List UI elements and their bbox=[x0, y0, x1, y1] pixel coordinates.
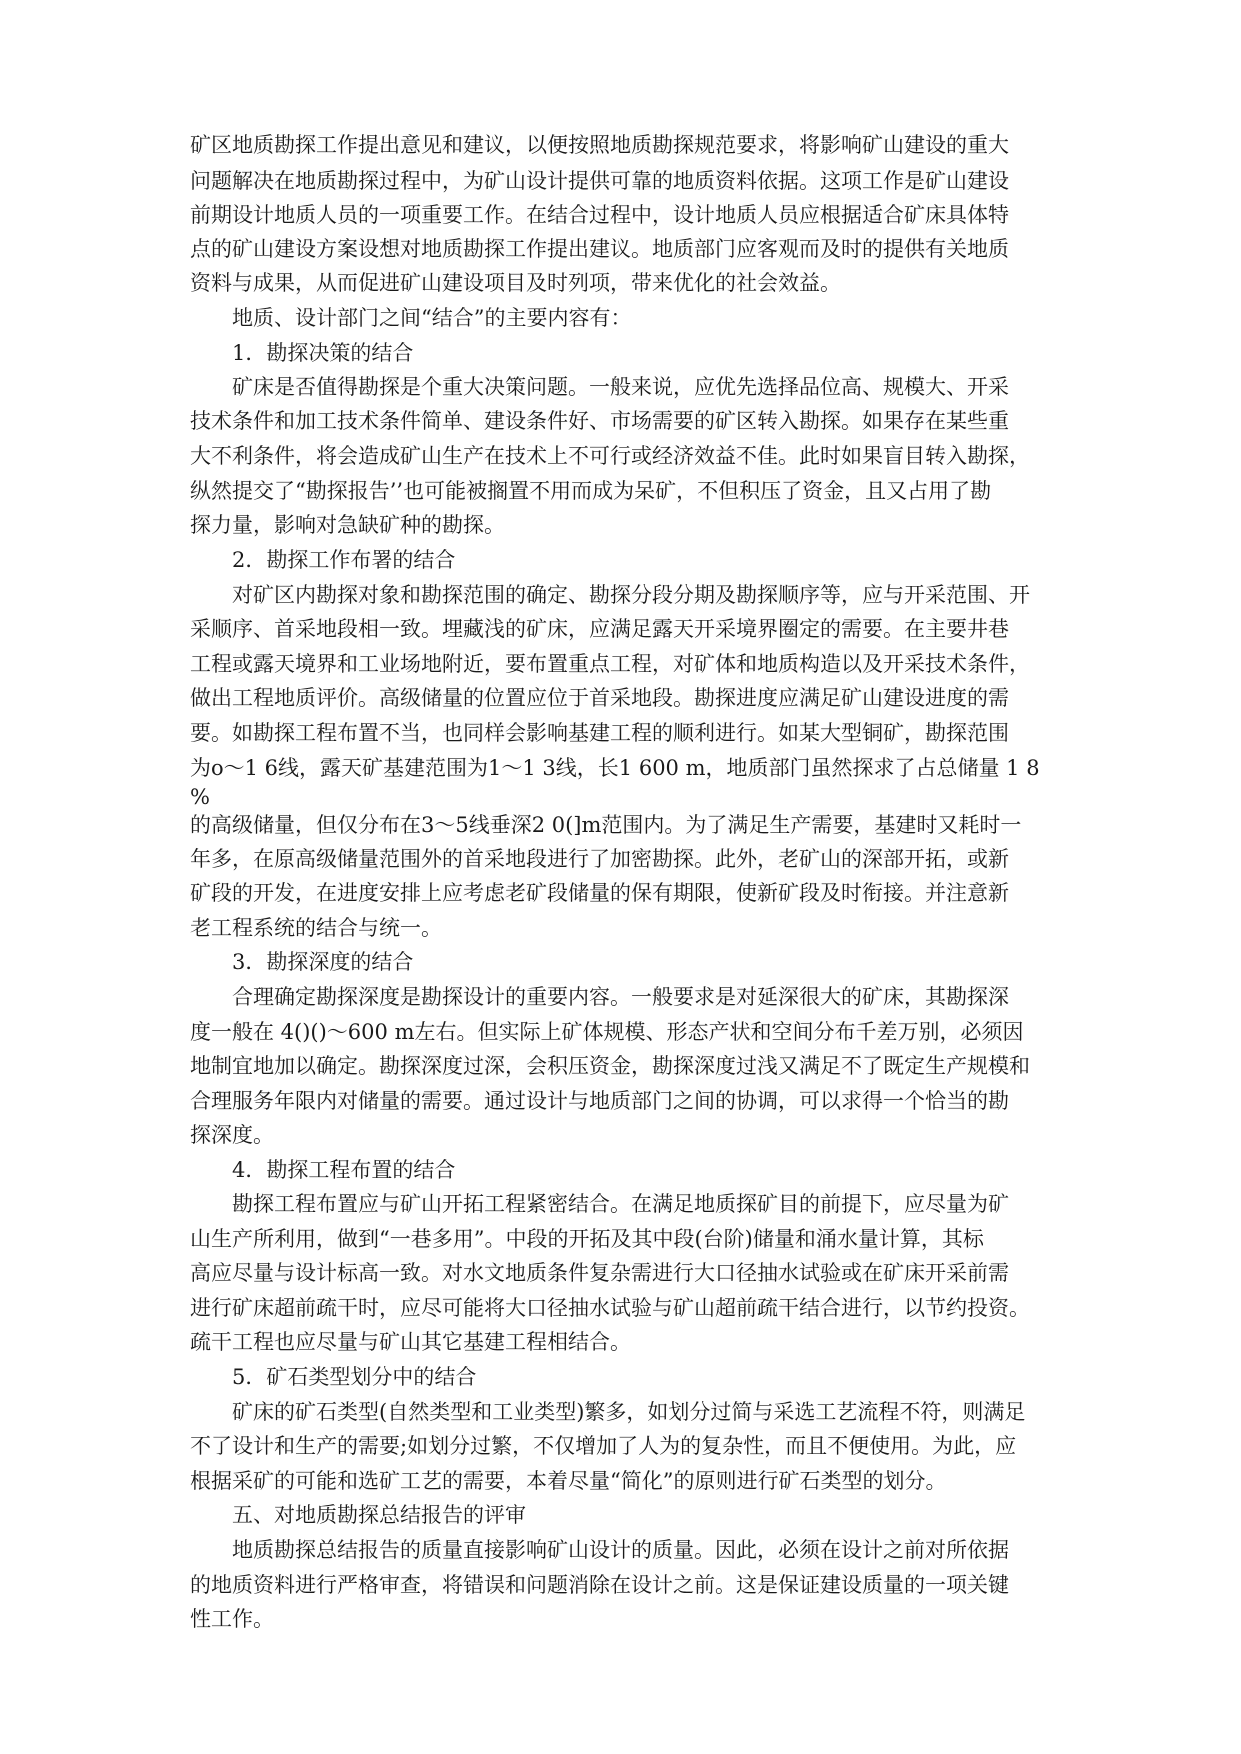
text-line: 疏干工程也应尽量与矿山其它基建工程相结合。 bbox=[190, 1330, 631, 1354]
text-line: 资料与成果，从而促进矿山建设项目及时列项，带来优化的社会效益。 bbox=[190, 271, 841, 295]
text-line: 问题解决在地质勘探过程中，为矿山设计提供可靠的地质资料依据。这项工作是矿山建设 bbox=[190, 169, 1009, 193]
text-line: 3．勘探深度的结合 bbox=[232, 950, 414, 974]
text-line: 前期设计地质人员的一项重要工作。在结合过程中，设计地质人员应根据适合矿床具体特 bbox=[190, 203, 1009, 227]
text-line: 地质勘探总结报告的质量直接影响矿山设计的质量。因此，必须在设计之前对所依据 bbox=[232, 1538, 1009, 1562]
text-line: 山生产所利用，做到“一巷多用”。中段的开拓及其中段(台阶)储量和涌水量计算，其标 bbox=[190, 1227, 984, 1251]
text-line: 矿段的开发，在进度安排上应考虑老矿段储量的保有期限，使新矿段及时衔接。并注意新 bbox=[190, 881, 1009, 905]
text-line: 2．勘探工作布署的结合 bbox=[232, 548, 456, 572]
text-line: 采顺序、首采地段相一致。埋藏浅的矿床，应满足露天开采境界圈定的需要。在主要井巷 bbox=[190, 617, 1009, 641]
text-line: 纵然提交了“勘探报告’’也可能被搁置不用而成为呆矿，不但积压了资金，且又占用了勘 bbox=[190, 479, 992, 503]
text-line: 地质、设计部门之间“结合”的主要内容有： bbox=[232, 306, 632, 330]
text-line: 不了设计和生产的需要;如划分过繁，不仅增加了人为的复杂性，而且不便使用。为此，应 bbox=[190, 1434, 1017, 1458]
text-line: 1．勘探决策的结合 bbox=[232, 341, 414, 365]
text-line: 探深度。 bbox=[190, 1123, 274, 1147]
text-line: 度一般在 4()()～600 m左右。但实际上矿体规模、形态产状和空间分布千差万别，必须因 bbox=[190, 1020, 1024, 1044]
text-line: 工程或露天境界和工业场地附近，要布置重点工程，对矿体和地质构造以及开采技术条件， bbox=[190, 652, 1030, 676]
text-line: 老工程系统的结合与统一。 bbox=[190, 916, 442, 940]
text-line: 探力量，影响对急缺矿种的勘探。 bbox=[190, 513, 505, 537]
text-line: 4．勘探工程布置的结合 bbox=[232, 1158, 456, 1182]
text-line: 进行矿床超前疏干时，应尽可能将大口径抽水试验与矿山超前疏干结合进行，以节约投资。 bbox=[190, 1296, 1030, 1320]
text-line: 地制宜地加以确定。勘探深度过深，会积压资金，勘探深度过浅又满足不了既定生产规模和 bbox=[190, 1054, 1030, 1078]
text-line: 合理服务年限内对储量的需要。通过设计与地质部门之间的协调，可以求得一个恰当的勘 bbox=[190, 1089, 1009, 1113]
text-line: 矿床的矿石类型(自然类型和工业类型)繁多，如划分过简与采选工艺流程不符，则满足 bbox=[232, 1400, 1026, 1424]
text-line: 的地质资料进行严格审查，将错误和问题消除在设计之前。这是保证建设质量的一项关键 bbox=[190, 1573, 1009, 1597]
text-line: 年多，在原高级储量范围外的首采地段进行了加密勘探。此外，老矿山的深部开拓，或新 bbox=[190, 847, 1009, 871]
text-line: 点的矿山建设方案设想对地质勘探工作提出建议。地质部门应客观而及时的提供有关地质 bbox=[190, 237, 1009, 261]
text-line: 技术条件和加工技术条件简单、建设条件好、市场需要的矿区转入勘探。如果存在某些重 bbox=[190, 409, 1009, 433]
text-line: % bbox=[190, 785, 210, 809]
text-line: 对矿区内勘探对象和勘探范围的确定、勘探分段分期及勘探顺序等，应与开采范围、开 bbox=[232, 583, 1030, 607]
text-line: 根据采矿的可能和选矿工艺的需要，本着尽量“简化”的原则进行矿石类型的划分。 bbox=[190, 1469, 947, 1493]
text-line: 大不利条件，将会造成矿山生产在技术上不可行或经济效益不佳。此时如果盲目转入勘探， bbox=[190, 444, 1030, 468]
text-line: 性工作。 bbox=[190, 1607, 274, 1631]
text-line: 为o～1 6线，露天矿基建范围为1～1 3线，长1 600 m，地质部门虽然探求了占总储量 1 8 bbox=[190, 756, 1040, 780]
text-line: 的高级储量，但仅分布在3～5线垂深2 0(]m范围内。为了满足生产需要，基建时又耗时一 bbox=[190, 813, 1022, 837]
text-line: 矿区地质勘探工作提出意见和建议，以便按照地质勘探规范要求，将影响矿山建设的重大 bbox=[190, 133, 1009, 157]
text-line: 5．矿石类型划分中的结合 bbox=[232, 1365, 477, 1389]
text-line: 矿床是否值得勘探是个重大决策问题。一般来说，应优先选择品位高、规模大、开采 bbox=[232, 375, 1009, 399]
text-line: 五、对地质勘探总结报告的评审 bbox=[232, 1503, 526, 1527]
text-line: 要。如勘探工程布置不当，也同样会影响基建工程的顺利进行。如某大型铜矿，勘探范围 bbox=[190, 721, 1009, 745]
text-line: 做出工程地质评价。高级储量的位置应位于首采地段。勘探进度应满足矿山建设进度的需 bbox=[190, 686, 1009, 710]
text-line: 勘探工程布置应与矿山开拓工程紧密结合。在满足地质探矿目的前提下，应尽量为矿 bbox=[232, 1192, 1009, 1216]
text-line: 高应尽量与设计标高一致。对水文地质条件复杂需进行大口径抽水试验或在矿床开采前需 bbox=[190, 1261, 1009, 1285]
text-line: 合理确定勘探深度是勘探设计的重要内容。一般要求是对延深很大的矿床，其勘探深 bbox=[232, 985, 1009, 1009]
